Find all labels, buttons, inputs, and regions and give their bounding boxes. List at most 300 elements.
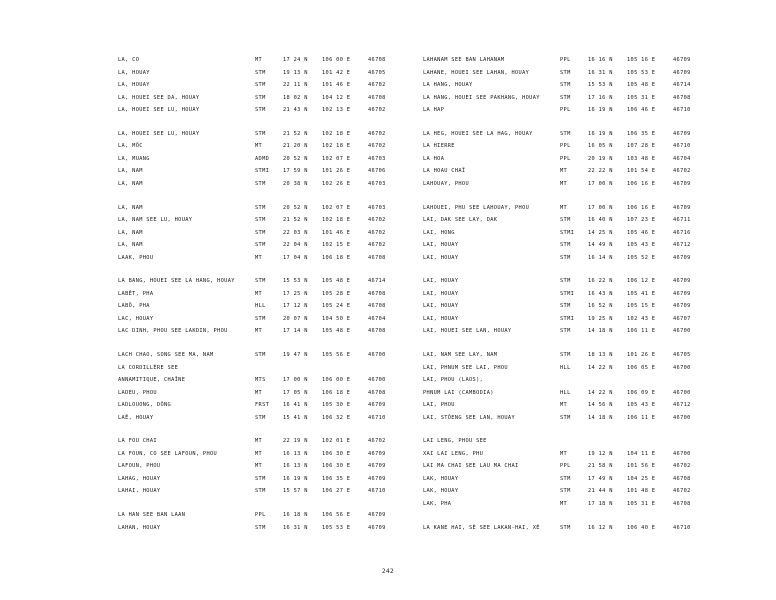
map-reference: 46709 — [673, 204, 691, 211]
feature-type: STMI — [560, 315, 575, 322]
latitude: 17 25 N — [283, 290, 308, 297]
place-name: LA HANG, HOUEI SEE PAKHANG, HOUAY — [423, 94, 540, 101]
longitude: 106 00 E — [322, 57, 351, 63]
entry-group — [118, 128, 393, 191]
entry-group — [423, 275, 698, 338]
gazetteer-entry — [118, 522, 393, 535]
longitude: 106 05 E — [627, 364, 656, 371]
longitude: 106 40 E — [627, 524, 656, 531]
gazetteer-entry — [423, 104, 698, 117]
feature-type: STM — [560, 475, 571, 482]
latitude: 22 03 N — [283, 229, 308, 236]
latitude: 20 38 N — [283, 180, 308, 187]
latitude: 21 44 N — [588, 488, 613, 495]
feature-type: STM — [255, 242, 266, 249]
gazetteer-entry — [118, 374, 393, 387]
gazetteer-entry — [118, 140, 393, 153]
latitude: 16 14 N — [588, 254, 613, 261]
place-name: LAI, HOUAY — [423, 290, 459, 297]
map-reference: 46709 — [673, 130, 691, 137]
longitude: 106 18 E — [322, 389, 351, 396]
feature-type: MT — [255, 328, 263, 335]
latitude: 17 49 N — [588, 475, 613, 482]
entry-group — [118, 54, 393, 117]
feature-type: STM — [560, 278, 571, 285]
gazetteer-entry — [423, 165, 698, 178]
map-reference: 46709 — [368, 475, 386, 482]
map-reference: 46709 — [368, 524, 386, 531]
map-reference: 46708 — [368, 389, 386, 396]
feature-type: HLL — [560, 364, 571, 371]
latitude: 17 00 N — [588, 204, 613, 211]
feature-type: STM — [560, 414, 571, 421]
map-reference: 46703 — [368, 180, 386, 187]
longitude: 104 11 E — [627, 450, 656, 457]
feature-type: PPL — [560, 143, 571, 150]
feature-type: STMI — [255, 168, 270, 175]
latitude: 17 16 N — [588, 94, 613, 101]
map-reference: 46700 — [673, 389, 691, 396]
place-name: LA, HOUEI SEE LU, HOUAY — [118, 107, 200, 113]
map-reference: 46708 — [368, 290, 386, 297]
feature-type: STM — [560, 217, 571, 224]
feature-type: MT — [255, 290, 263, 297]
place-name: LAC, HOUAY — [118, 315, 154, 322]
place-name: LAI, HONG — [423, 229, 455, 236]
place-name: LA HEG, HOUEI SEE LA HAG, HOUAY — [423, 130, 533, 137]
latitude: 16 16 N — [588, 57, 613, 63]
map-reference: 46709 — [673, 303, 691, 310]
feature-type: STM — [255, 82, 266, 88]
feature-type: STM — [255, 229, 266, 236]
gazetteer-entry — [118, 128, 393, 141]
longitude: 106 11 E — [627, 414, 656, 421]
gazetteer-entry — [423, 239, 698, 252]
map-reference: 46703 — [368, 204, 386, 211]
longitude: 107 28 E — [627, 143, 656, 150]
gazetteer-entry — [423, 252, 698, 265]
feature-type: MT — [560, 168, 568, 175]
latitude: 14 18 N — [588, 328, 613, 335]
gazetteer-entry — [118, 387, 393, 400]
place-name: LA, NAM — [118, 204, 143, 211]
place-name: LAFOUN, PHOU — [118, 463, 161, 470]
longitude: 106 12 E — [627, 278, 656, 285]
feature-type: MT — [255, 463, 263, 470]
gazetteer-entry — [423, 387, 698, 400]
latitude: 15 53 N — [588, 82, 613, 88]
longitude: 105 48 E — [322, 328, 351, 335]
place-name: LABÊT, PHA — [118, 290, 154, 297]
map-reference: 46707 — [673, 315, 691, 322]
place-name: LA, HOUEI SEE LU, HOUAY — [118, 130, 200, 137]
gazetteer-entry — [118, 448, 393, 461]
entry-group — [118, 349, 393, 424]
map-reference: 46702 — [368, 130, 386, 137]
place-name: LA HOA — [423, 155, 445, 162]
place-name: LAI, NAM SEE LAY, NAM — [423, 352, 498, 359]
feature-type: PPL — [560, 463, 571, 470]
place-name: LAHAI, HOUAY — [118, 488, 161, 495]
longitude: 101 26 E — [627, 352, 656, 359]
gazetteer-entry — [423, 214, 698, 227]
entry-group — [423, 128, 698, 191]
feature-type: STM — [560, 328, 571, 335]
longitude: 106 00 E — [322, 377, 351, 384]
latitude: 16 19 N — [588, 107, 613, 113]
latitude: 16 52 N — [588, 303, 613, 310]
longitude: 101 56 E — [627, 463, 656, 470]
map-reference: 46710 — [368, 414, 386, 421]
gazetteer-entry — [423, 128, 698, 141]
place-name: LA, MÔC — [118, 143, 143, 150]
gazetteer-entry — [423, 522, 698, 535]
map-reference: 46708 — [368, 94, 386, 101]
longitude: 102 07 E — [322, 204, 351, 211]
entry-group — [423, 349, 698, 424]
gazetteer-entry — [118, 202, 393, 215]
place-name: LA, NAM — [118, 242, 143, 249]
place-name: LACH CHAO, SONG SEE MA, NAM — [118, 352, 214, 359]
gazetteer-entry — [118, 362, 393, 375]
feature-type: STM — [560, 82, 571, 88]
gazetteer-entry — [118, 275, 393, 288]
longitude: 105 28 E — [322, 290, 351, 297]
latitude: 16 22 N — [588, 278, 613, 285]
longitude: 106 35 E — [627, 130, 656, 137]
feature-type: STM — [560, 130, 571, 137]
gazetteer-entry — [118, 178, 393, 191]
place-name: LA KANE HAI, SÉ SEE LAKAN-HAI, XÉ — [423, 524, 540, 531]
map-reference: 46700 — [368, 377, 386, 384]
map-reference: 46708 — [673, 500, 691, 507]
longitude: 105 31 E — [627, 500, 656, 507]
longitude: 107 23 E — [627, 217, 656, 224]
place-name: LAI, PHNUM SEE LAI, PHOU — [423, 364, 508, 371]
place-name: LAI, STÔENG SEE LAN, HOUAY — [423, 414, 516, 421]
entry-group — [118, 202, 393, 265]
gazetteer-entry — [423, 300, 698, 313]
gazetteer-entry — [423, 435, 698, 448]
gazetteer-entry — [118, 460, 393, 473]
map-reference: 46700 — [673, 364, 691, 371]
place-name: LA, MUANG — [118, 155, 150, 162]
place-name: LADEU, PHOU — [118, 389, 157, 396]
gazetteer-entry — [118, 92, 393, 105]
map-reference: 46710 — [673, 107, 691, 113]
latitude: 14 56 N — [588, 402, 613, 409]
gazetteer-entry — [423, 412, 698, 425]
map-reference: 46700 — [368, 352, 386, 359]
longitude: 102 01 E — [322, 438, 351, 445]
gazetteer-entry — [118, 509, 393, 522]
longitude: 102 13 E — [322, 107, 351, 113]
longitude: 105 56 E — [322, 352, 351, 359]
longitude: 101 48 E — [627, 488, 656, 495]
longitude: 106 32 E — [322, 414, 351, 421]
feature-type: STMI — [560, 290, 575, 297]
feature-type: STM — [560, 488, 571, 495]
map-reference: 46708 — [368, 303, 386, 310]
map-reference: 46709 — [368, 402, 386, 409]
longitude: 101 42 E — [322, 69, 351, 76]
latitude: 16 41 N — [283, 402, 308, 409]
latitude: 21 43 N — [283, 107, 308, 113]
latitude: 14 49 N — [588, 242, 613, 249]
feature-type: STM — [255, 204, 266, 211]
map-reference: 46708 — [673, 475, 691, 482]
place-name: LAHANAM SEE BAN LAHANAM — [423, 57, 505, 63]
latitude: 17 00 N — [283, 377, 308, 384]
gazetteer-entry — [118, 412, 393, 425]
feature-type: STM — [255, 524, 266, 531]
latitude: 16 18 N — [283, 512, 308, 519]
latitude: 19 25 N — [588, 315, 613, 322]
latitude: 17 05 N — [283, 389, 308, 396]
latitude: 21 58 N — [588, 463, 613, 470]
latitude: 15 53 N — [283, 278, 308, 285]
longitude: 104 12 E — [322, 94, 351, 101]
place-name: LA CORDILLÈRE SEE — [118, 364, 179, 371]
gazetteer-entry — [423, 288, 698, 301]
latitude: 16 12 N — [588, 524, 613, 531]
gazetteer-entry — [423, 349, 698, 362]
feature-type: STM — [255, 69, 266, 76]
longitude: 106 56 E — [322, 512, 351, 519]
feature-type: STM — [560, 69, 571, 76]
feature-type: PPL — [560, 107, 571, 113]
gazetteer-entry — [118, 435, 393, 448]
map-reference: 46708 — [368, 328, 386, 335]
place-name: LAHOUAY, PHOU — [423, 180, 470, 187]
gazetteer-entry — [118, 227, 393, 240]
place-name: LAHAG, HOUAY — [118, 475, 161, 482]
longitude: 105 46 E — [627, 229, 656, 236]
map-reference: 46712 — [673, 242, 691, 249]
place-name: LA BANG, HOUEI SEE LA HANG, HOUAY — [118, 278, 235, 285]
place-name: LA, NAM — [118, 229, 143, 236]
gazetteer-entry — [423, 362, 698, 375]
gazetteer-entry — [423, 399, 698, 412]
place-name: LAI, HOUAY — [423, 242, 459, 249]
entry-group — [423, 202, 698, 265]
latitude: 22 04 N — [283, 242, 308, 249]
feature-type: MT — [560, 500, 568, 507]
place-name: LADLOUONG, DÔNG — [118, 402, 172, 409]
map-reference: 46714 — [368, 278, 386, 285]
entry-group — [118, 435, 393, 498]
feature-type: PPL — [560, 57, 571, 63]
feature-type: STM — [560, 524, 571, 531]
longitude: 102 18 E — [322, 130, 351, 137]
place-name: LAI, PHOU — [423, 402, 455, 409]
longitude: 105 48 E — [322, 278, 351, 285]
map-reference: 46706 — [368, 168, 386, 175]
latitude: 15 57 N — [283, 488, 308, 495]
longitude: 105 53 E — [627, 69, 656, 76]
entry-group — [423, 435, 698, 510]
gazetteer-entry — [118, 67, 393, 80]
map-reference: 46702 — [368, 143, 386, 150]
latitude: 16 19 N — [283, 475, 308, 482]
longitude: 101 46 E — [322, 229, 351, 236]
gazetteer-entry — [423, 79, 698, 92]
latitude: 20 19 N — [588, 155, 613, 162]
map-reference: 46702 — [368, 229, 386, 236]
place-name: LAHOUEI, PHU SEE LAHOUAY, PHOU — [423, 204, 530, 211]
right-column — [423, 54, 698, 546]
gazetteer-entry — [118, 485, 393, 498]
gazetteer-entry — [118, 54, 393, 67]
gazetteer-entry — [423, 54, 698, 67]
place-name: LAI LENG, PHOU SEE — [423, 438, 487, 445]
gazetteer-entry — [118, 239, 393, 252]
place-name: LAK, HOUAY — [423, 488, 459, 495]
gazetteer-entry — [423, 92, 698, 105]
map-reference: 46702 — [673, 168, 691, 175]
place-name: LAI, HOUEI SEE LAN, HOUAY — [423, 328, 512, 335]
feature-type: PPL — [255, 512, 266, 519]
gazetteer-entry — [118, 252, 393, 265]
latitude: 16 13 N — [283, 463, 308, 470]
latitude: 19 13 N — [283, 69, 308, 76]
longitude: 102 07 E — [322, 155, 351, 162]
gazetteer-entry — [118, 399, 393, 412]
feature-type: MT — [255, 450, 263, 457]
feature-type: STM — [560, 352, 571, 359]
place-name: LA, NAM — [118, 180, 143, 187]
longitude: 106 46 E — [627, 107, 656, 113]
gazetteer-entry — [423, 374, 698, 387]
map-reference: 46709 — [368, 512, 386, 519]
gazetteer-entry — [118, 473, 393, 486]
place-name: LABÔ, PHA — [118, 303, 150, 310]
gazetteer-entry — [118, 165, 393, 178]
latitude: 22 19 N — [283, 438, 308, 445]
latitude: 22 11 N — [283, 82, 308, 88]
map-reference: 46709 — [673, 278, 691, 285]
feature-type: MTS — [255, 377, 266, 384]
place-name: LAI, HOUAY — [423, 315, 459, 322]
latitude: 17 04 N — [283, 254, 308, 261]
gazetteer-entry — [118, 104, 393, 117]
place-name: LA HANG, HOUAY — [423, 82, 473, 88]
place-name: LAHAN, HOUAY — [118, 524, 161, 531]
map-reference: 46712 — [673, 402, 691, 409]
place-name: LAÊ, HOUAY — [118, 414, 154, 421]
longitude: 105 48 E — [627, 82, 656, 88]
feature-type: STM — [255, 130, 266, 137]
feature-type: MT — [255, 438, 263, 445]
feature-type: MT — [255, 143, 263, 150]
entry-group — [423, 522, 698, 535]
longitude: 105 16 E — [627, 57, 656, 63]
feature-type: ADMD — [255, 155, 270, 162]
place-name: LA FOUN, CO SEE LAFOUN, PHOU — [118, 450, 218, 457]
place-name: XAI LAI LENG, PHU — [423, 450, 484, 457]
longitude: 102 15 E — [322, 242, 351, 249]
gazetteer-entry — [423, 178, 698, 191]
gazetteer-entry — [423, 67, 698, 80]
longitude: 106 16 E — [627, 204, 656, 211]
latitude: 19 47 N — [283, 352, 308, 359]
longitude: 106 35 E — [322, 475, 351, 482]
feature-type: MT — [560, 450, 568, 457]
latitude: 14 22 N — [588, 389, 613, 396]
entry-group — [423, 54, 698, 117]
map-reference: 46700 — [673, 328, 691, 335]
longitude: 102 18 E — [322, 143, 351, 150]
feature-type: STM — [255, 414, 266, 421]
gazetteer-entry — [423, 448, 698, 461]
latitude: 21 52 N — [283, 130, 308, 137]
feature-type: MT — [560, 402, 568, 409]
feature-type: HLL — [560, 389, 571, 396]
map-reference: 46709 — [673, 180, 691, 187]
gazetteer-entry — [423, 325, 698, 338]
feature-type: MT — [255, 57, 263, 63]
map-reference: 46708 — [368, 57, 386, 63]
longitude: 105 43 E — [627, 402, 656, 409]
map-reference: 46709 — [673, 57, 691, 63]
feature-type: MT — [255, 254, 263, 261]
place-name: LA, HOUAY — [118, 82, 150, 88]
gazetteer-entry — [423, 202, 698, 215]
map-reference: 46702 — [673, 488, 691, 495]
latitude: 14 25 N — [588, 229, 613, 236]
entry-group — [118, 509, 393, 534]
latitude: 17 24 N — [283, 57, 308, 63]
map-reference: 46714 — [673, 82, 691, 88]
place-name: LAAK, PHOU — [118, 254, 154, 261]
longitude: 101 46 E — [322, 82, 351, 88]
longitude: 104 25 E — [627, 475, 656, 482]
longitude: 102 43 E — [627, 315, 656, 322]
latitude: 20 52 N — [283, 155, 308, 162]
latitude: 18 13 N — [588, 352, 613, 359]
place-name: LA, NAM — [118, 168, 143, 175]
place-name: LA, HOUEI SEE DA, HOUAY — [118, 94, 200, 101]
feature-type: STM — [255, 488, 266, 495]
latitude: 14 22 N — [588, 364, 613, 371]
longitude: 105 52 E — [627, 254, 656, 261]
longitude: 105 30 E — [322, 402, 351, 409]
longitude: 105 41 E — [627, 290, 656, 297]
entry-group — [118, 275, 393, 338]
place-name: LA FOU CHAI — [118, 438, 157, 445]
latitude: 20 52 N — [283, 204, 308, 211]
feature-type: STM — [255, 180, 266, 187]
map-reference: 46710 — [673, 143, 691, 150]
gazetteer-entry — [118, 313, 393, 326]
longitude: 106 16 E — [627, 180, 656, 187]
longitude: 105 24 E — [322, 303, 351, 310]
place-name: ANNAMITIQUE, CHAÎNE — [118, 377, 186, 384]
latitude: 17 00 N — [588, 180, 613, 187]
place-name: PHNUM LAI (CAMBODIA) — [423, 389, 494, 396]
map-reference: 46704 — [368, 315, 386, 322]
map-reference: 46703 — [368, 155, 386, 162]
map-reference: 46705 — [368, 69, 386, 76]
gazetteer-entry — [423, 485, 698, 498]
gazetteer-entry — [423, 498, 698, 511]
feature-type: PPL — [560, 155, 571, 162]
latitude: 17 18 N — [588, 500, 613, 507]
place-name: LA, NAM SEE LU, HOUAY — [118, 217, 193, 224]
place-name: LAC DINH, PHOU SEE LAKDIN, PHOU — [118, 328, 228, 335]
feature-type: MT — [560, 204, 568, 211]
gazetteer-entry — [423, 275, 698, 288]
